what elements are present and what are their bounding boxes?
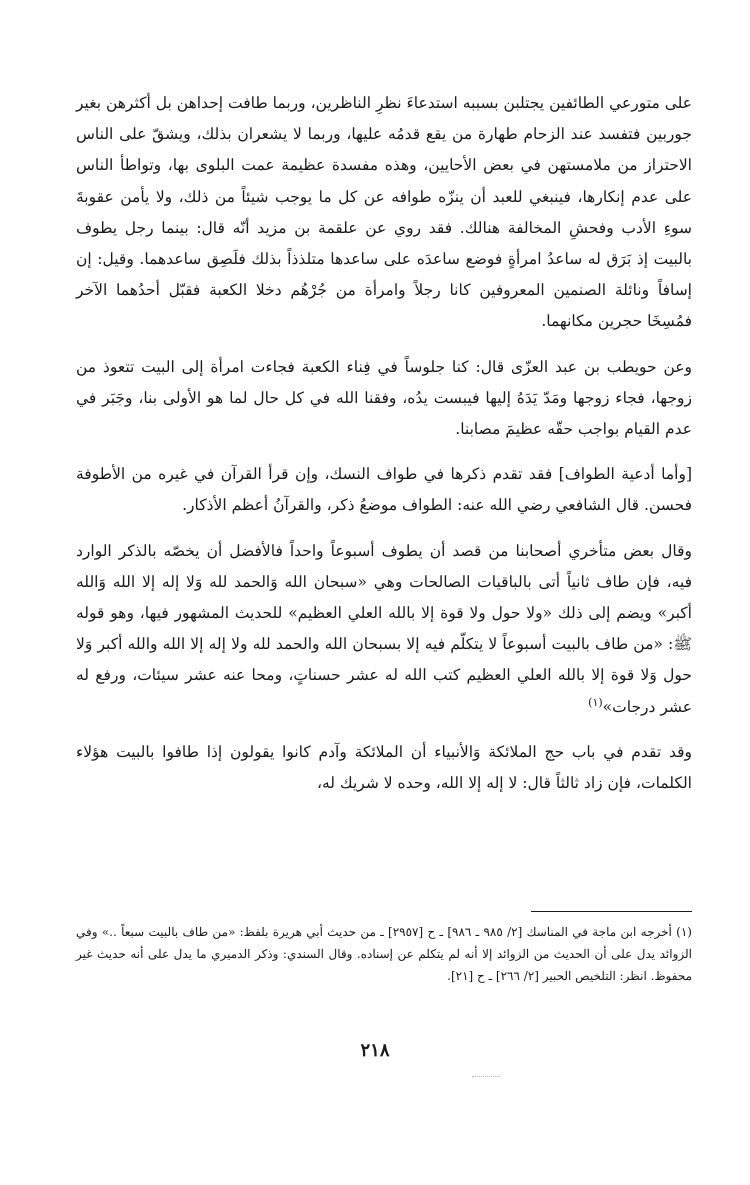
footnote-separator [531, 911, 692, 912]
paragraph-2: وعن حويطب بن عبد العزّى قال: كنا جلوساً في فِناء الكعبة فجاءت امرأة إلى البيت تتعوذ من زوجها، فجاء زوجها ومَدّ يَدَهُ إليها فيبست يدُه، وفقنا الله في كل حال لما هو الأولى بنا، وجَبَر في عدم القيام بواجب حقّه عظيمَ مصابنا. [76, 357, 692, 439]
main-text [76, 88, 692, 799]
paragraph-3: [وأما أدعية الطواف] فقد تقدم ذكرها في طواف النسك، وإن قرأ القرآن في غيره من الأطوفة فحسن. قال الشافعي رضي الله عنه: الطواف موضعُ ذكر، والقرآنُ أعظم الأذكار. [76, 465, 692, 515]
paragraph-4 [76, 536, 692, 723]
footnote-reference[interactable]: (١) [588, 695, 603, 709]
scan-artifact [472, 1076, 500, 1077]
paragraph-4-text: وقال بعض متأخري أصحابنا من قصد أن يطوف أسبوعاً واحداً فالأفضل أن يخصّه بالذكر الوارد فيه، فإن طاف ثانياً أتى بالباقيات الصالحات وهي «سبحان الله وَالحمد لله وَلا إله إلا الله وَالله أكبر» ويضم إلى ذلك «ولا حول ولا قوة إلا بالله العلي العظيم» للحديث المشهور فيها، وهو قوله ﷺ: «من طاف بالبيت أسبوعاً لا يتكلّم فيه إلا بسبحان الله والحمد لله ولا إله إلا الله والله أكبر وَلا حول وَلا قوة إلا بالله العلي العظيم كتب الله له عشر حسناتٍ، ومحا عنه عشر سيئات، ورفع له عشر درجات» [76, 541, 692, 716]
footnote: (١) أخرجه ابن ماجة في المناسك [٢/ ٩٨٥ ـ ٩٨٦] ـ ح [٢٩٥٧] ـ من حديث أبي هريرة بلفظ: «من طاف بالبيت سبعاً ..» وفي الزوائد يدل على أن الحديث من الزوائد إلا أنه لم يتكلم عن إسناده. وقال السندي: وذكر الدميري ما يدل على أنه حديث غير محفوظ. انظر: التلخيص الحبير [٢/ ٢٦٦] ـ ح [٢١]. [76, 925, 692, 983]
page-number: ٢١٨ [360, 1040, 390, 1061]
paragraph-1: على متورعي الطائفين يجتلبن بسببه استدعاءَ نظرِ الناظرين، وربما طافت إحداهن بل أكثرهن بغير جوربين فتفسد عند الزحام طهارة من يقع قدمُه عليها، وربما لا يشعران بذلك، ويشقّ على الناس الاحتراز من ملامستهن في بعض الأحايين، وهذه مفسدة عظيمة عمت البلوى بها، وتواطأ الناس على عدم إنكارها، فينبغي للعبد أن ينزّه طوافه عن كل ما يوجب شيئاً من ذلك، ولا يأمن عقوبةَ سوءِ الأدب وفحشِ المخالفة هنالك. فقد روي عن علقمة بن مزيد أنّه قال: بينما رجل يطوف بالبيت إذ بَرَق له ساعدُ امرأةٍ فوضع ساعدَه على ساعدها متلذذاً بذلك فلَصِق ساعدهما. وقيل: إن إسافاً ونائلة الصنمين المعروفين كانا رجلاً وامرأة من جُرْهُم دخلا الكعبة فقبّل أحدُهما الآخر فمُسِخَا حجرين مكانهما. [76, 94, 692, 331]
paragraph-5: وقد تقدم في باب حج الملائكة وَالأنبياء أن الملائكة وآدم كانوا يقولون إذا طافوا بالبيت هؤلاء الكلمات، فإن زاد ثالثاً قال: لا إله إلا الله، وحده لا شريك له، [76, 742, 692, 793]
